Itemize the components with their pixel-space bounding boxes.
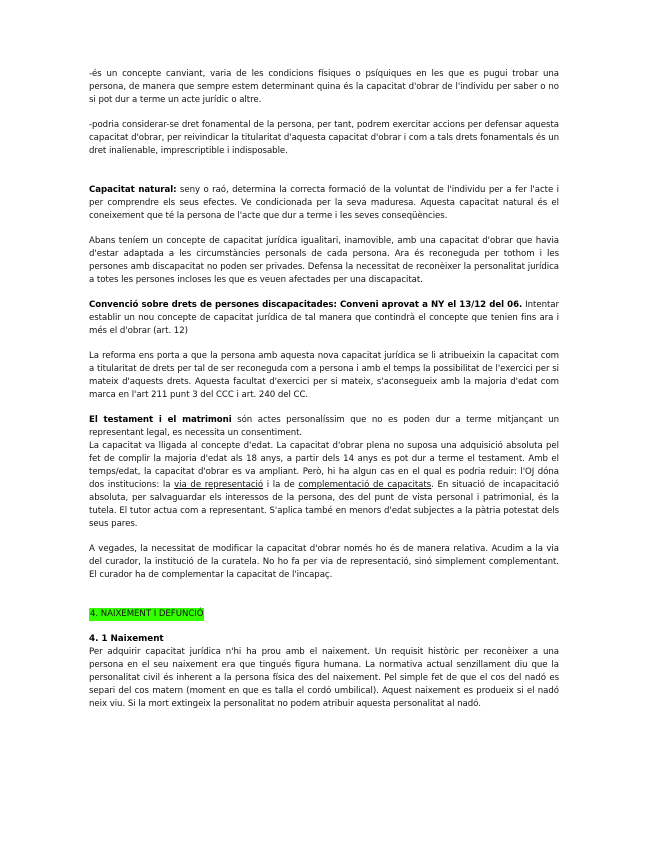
age-capacity-text-c: . En situació de incapacitació absoluta, per salvaguardar els interessos de la persona, des del punt de vista personal i patrimonial, és la tutela. El tutor actua com a representant. S'aplica també en menors d'edat subjectes a la pàtria potestat dels seus pares. [89, 480, 559, 529]
term-testament-marriage: El testament i el matrimoni [89, 415, 232, 425]
paragraph-age-capacity [89, 440, 559, 531]
paragraph-testament-marriage [89, 414, 559, 440]
section-heading: 4. NAIXEMENT I DEFUNCIÓ [90, 609, 204, 619]
term-natural-capacity: Capacitat natural: [89, 185, 177, 195]
age-capacity-text-a: La capacitat va lligada al concepte d'edat. La capacitat d'obrar plena no suposa una adquisició absoluta pel fet de complir la majoria d'edat als 18 anys, a partir dels 14 anys es pot dur a terme el testament. Amb el temps/edat, la capacitat d'obrar es va ampliant. Però, hi ha algun cas en el qual es podria reduir: l'OJ dóna dos institucions: la [89, 441, 559, 490]
document-page [89, 68, 559, 711]
paragraph-natural-capacity [89, 184, 559, 223]
convention-text: Intentar establir un nou concepte de capacitat jurídica de tal manera que contindrà el concepte que tenien fins ara i més el d'obrar (art. 12) [89, 300, 559, 336]
definition-natural-capacity: seny o raó, determina la correcta formació de la voluntat de l'individu per a fer l'acte i per comprendre els seus efectes. Ve condicionada per la seva maduresa. Aquesta capacitat natural és el coneixement que té la persona de l'acte que dur a terme i les seves conseqüències. [89, 185, 559, 221]
paragraph-naixement: Per adquirir capacitat jurídica n'hi ha prou amb el naixement. Un requisit històric per reconèixer a una persona en el seu naixement era que tingués figura humana. La normativa actual senzillament diu que la personalitat civil és inherent a la persona física des del naixement. Pel simple fet de que el cos del nadó es separi del cos matern (moment en que es talla el cordó umbilical). Aquest naixement es produeix si el nadó neix viu. Si la mort extingeix la personalitat no podem atribuir aquesta personalitat al nadó. [89, 647, 559, 709]
paragraph-capacity-changing: -és un concepte canviant, varia de les condicions físiques o psíquiques en les que es pugui trobar una persona, de manera que sempre estem determinant quina és la capacitat d'obrar de l'individu per saber o no si pot dur a terme un acte jurídic o altre. [89, 69, 559, 105]
age-capacity-text-b: i la de [263, 480, 299, 490]
paragraph-legal-capacity-history: Abans teníem un concepte de capacitat jurídica igualitari, inamovible, amb una capacitat d'obrar que havia d'estar adaptada a les circumstàncies personals de cada persona. Ara és reconeguda per tothom i les persones amb discapacitat no poden ser privades. Defensa la necessitat de reconèixer la personalitat jurídica a totes les persones incloses les que es veuen afectades per una discapacitat. [89, 236, 559, 285]
testament-marriage-text: són actes personalíssim que no es poden dur a terme mitjançant un representant legal, es necessita un consentiment. [89, 415, 559, 438]
paragraph-reform: La reforma ens porta a que la persona amb aquesta nova capacitat jurídica se li atribueixin la capacitat com a titularitat de drets per tal de ser reconeguda com a persona i amb el temps la possibilitat de l'exercici per si mateix d'aquests drets. Aquesta facultat d'exercici per si mateix, s'aconsegueix amb la majoria d'edat com marca en l'art 211 punt 3 del CCC i art. 240 del CC. [89, 351, 559, 400]
link-via-representacio: via de representació [174, 480, 264, 490]
link-complementacio: complementació de capacitats [298, 480, 432, 490]
paragraph-convention [89, 299, 559, 338]
paragraph-curatela: A vegades, la necessitat de modificar la capacitat d'obrar només ho és de manera relativa. Acudim a la via del curador, la institució de la curatela. No ho fa per via de representació, sinó simplement complementant. El curador ha de complementar la capacitat de l'incapaç. [89, 544, 559, 580]
section-heading-line [89, 608, 559, 621]
term-convention: Convenció sobre drets de persones discapacitades: Conveni aprovat a NY el 13/12 del 06. [89, 300, 523, 310]
paragraph-fundamental-right: -podria considerar-se dret fonamental de la persona, per tant, podrem exercitar accions per defensar aquesta capacitat d'obrar, per reivindicar la titularitat d'aquesta capacitat d'obrar i com a tals drets fonamentals és un dret inalienable, imprescriptible i indisposable. [89, 120, 559, 156]
subheading-naixement: 4. 1 Naixement [89, 634, 164, 644]
